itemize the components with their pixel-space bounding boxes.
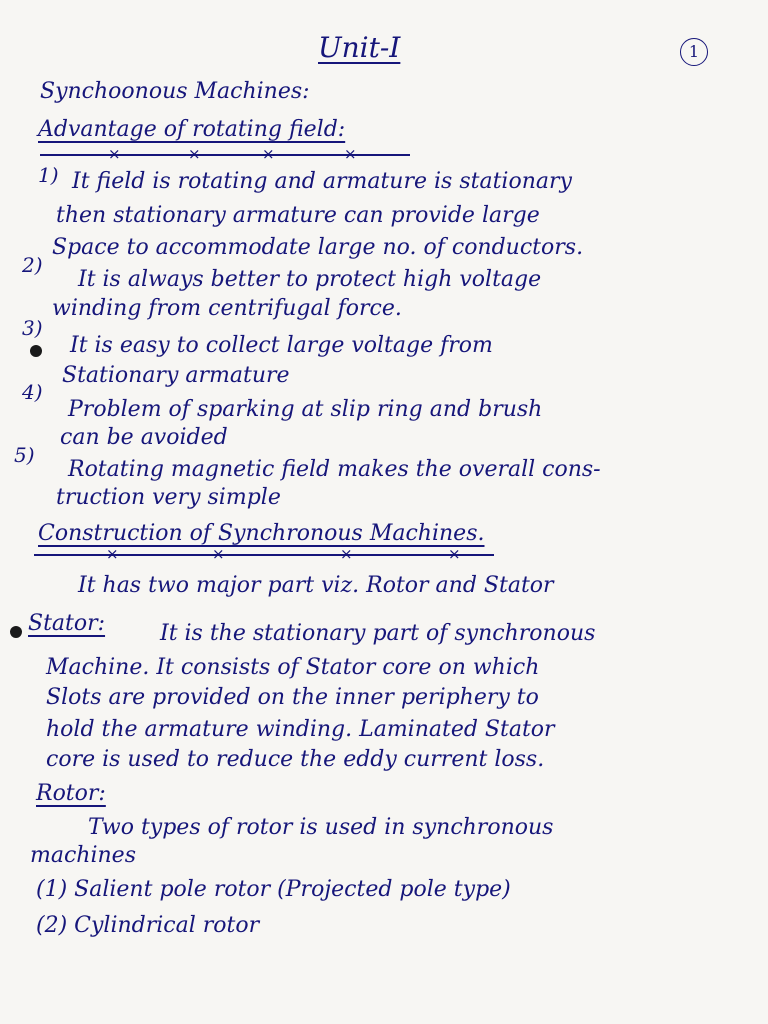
advantage-line: can be avoided xyxy=(60,425,228,450)
advantage-line: truction very simple xyxy=(56,485,281,510)
advantage-line: then stationary armature can provide large xyxy=(56,203,540,228)
rotor-line: machines xyxy=(30,843,136,868)
bullet-dot xyxy=(10,626,22,638)
stator-line: It is the stationary part of synchronous xyxy=(160,621,596,646)
page-number: 1 xyxy=(680,38,708,66)
stator-line: Machine. It consists of Stator core on which xyxy=(46,655,540,680)
item-number: 4) xyxy=(22,380,43,404)
advantage-line: Space to accommodate large no. of conductors. xyxy=(52,235,584,260)
item-number: 3) xyxy=(22,316,43,340)
notebook-page: Unit-I 1 Synchoonous Machines: Advantage of rotating field: × × × × 1) It field is rotating and armature is stationary then stationary armature can provide large Space to accommodate large no. of conductors. 2) It is always better to protect high voltage winding from centrifugal force. 3) It is easy to collect large voltage from Stationary armature 4) Problem of sparking at slip ring and brush can be avoided 5) Rotating magnetic field makes the overall cons- truction very simple Construction of Synchronous Machines. × × × × It has two major part viz. Rotor and Stator Stator: It is the stationary part of synchronous Machine. It consists of Stator core on which Slots are provided on the inner periphery to hold the armature winding. Laminated Stator core is used to reduce the eddy current loss. Rotor: Two types of rotor is used in synchronous machines (1) Salient pole rotor (Projected pole type) (2) Cylindrical rotor xyxy=(0,0,768,1024)
construction-heading: Construction of Synchronous Machines. xyxy=(38,521,485,546)
stator-line: Slots are provided on the inner periphery to xyxy=(46,685,539,710)
item-number: 2) xyxy=(22,253,43,277)
item-number: 5) xyxy=(14,443,35,467)
advantage-line: Stationary armature xyxy=(62,363,290,388)
advantage-line: It is always better to protect high voltage xyxy=(78,267,542,292)
main-heading: Synchoonous Machines: xyxy=(40,79,310,104)
rotor-label: Rotor: xyxy=(36,781,106,806)
rotor-type: (1) Salient pole rotor (Projected pole type) xyxy=(36,877,511,902)
construction-line: It has two major part viz. Rotor and Stator xyxy=(78,573,554,598)
stator-line: core is used to reduce the eddy current loss. xyxy=(46,747,545,772)
advantage-line: Problem of sparking at slip ring and brush xyxy=(68,397,543,422)
rotor-type: (2) Cylindrical rotor xyxy=(36,913,260,938)
item-number: 1) xyxy=(38,163,59,187)
stator-label: Stator: xyxy=(28,611,106,636)
rotor-line: Two types of rotor is used in synchronous xyxy=(88,815,554,840)
advantage-line: Rotating magnetic field makes the overall cons- xyxy=(68,457,601,482)
advantage-heading: Advantage of rotating field: xyxy=(38,117,346,142)
page-title: Unit-I xyxy=(318,31,401,64)
advantage-line: It is easy to collect large voltage from xyxy=(70,333,493,358)
stator-line: hold the armature winding. Laminated Stator xyxy=(46,717,555,742)
bullet-dot xyxy=(30,345,42,357)
advantage-line: It field is rotating and armature is stationary xyxy=(72,169,572,194)
advantage-line: winding from centrifugal force. xyxy=(52,296,402,321)
